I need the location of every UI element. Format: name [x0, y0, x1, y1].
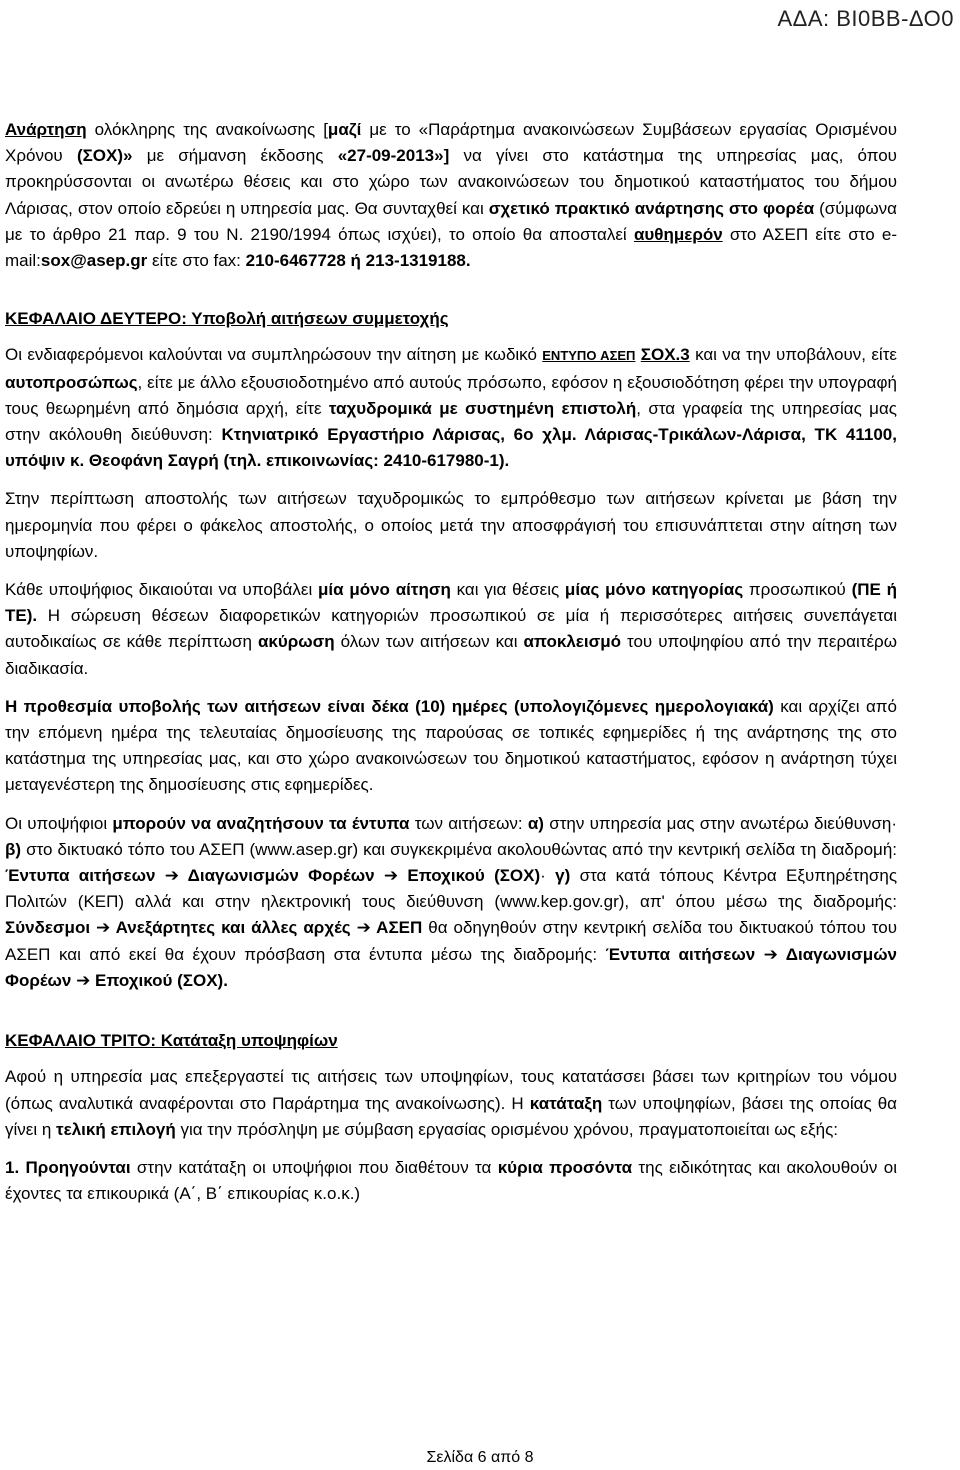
arrow-right-icon: ➔ — [755, 944, 786, 964]
application-form-paragraph: Οι ενδιαφερόμενοι καλούνται να συμπληρώσουν την αίτηση με κωδικό ΕΝΤΥΠΟ ΑΣΕΠ ΣΟΧ.3 και να την υποβάλουν, είτε αυτοπροσώπως, είτε με άλλο εξουσιοδοτημένο από αυτούς πρόσωπο, εφόσον η εξουσιοδότηση φέρει την υπογραφή τους θεωρημένη από δημόσια αρχή, είτε ταχυδρομικά με συστημένη επιστολή, στα γραφεία της υπηρεσίας μας στην ακόλουθη διεύθυνση: Κτηνιατρικό Εργαστήριο Λάρισας, 6ο χλμ. Λάρισας-Τρικάλων-Λάρισα, ΤΚ 41100, υπόψιν κ. Θεοφάνη Σαγρή (τηλ. επικοινωνίας: 2410-617980-1). — [5, 345, 898, 471]
document-body — [5, 117, 897, 1219]
page-number-footer: Σελίδα 6 από 8 — [426, 1449, 534, 1466]
posting-paragraph: Ανάρτηση ολόκληρης της ανακοίνωσης [μαζί με το «Παράρτημα ανακοινώσεων Συμβάσεων εργασίας Ορισμένου Χρόνου (ΣΟΧ)» με σήμανση έκδοσης «27-09-2013»] να γίνει στο κατάστημα της υπηρεσίας μας, όπου προκηρύσσονται οι ανωτέρω θέσεις και στο χώρο των ανακοινώσεων του δημοτικού καταστήματος του δήμου Λάρισας, στον οποίο εδρεύει η υπηρεσία μας. Θα συνταχθεί και σχετικό πρακτικό ανάρτησης στο φορέα (σύμφωνα με το άρθρο 21 παρ. 9 του Ν. 2190/1994 όπως ισχύει), το οποίο θα αποσταλεί αυθημερόν στο ΑΣΕΠ είτε στο e-mail:sox@asep.gr είτε στο fax: 210-6467728 ή 213-1319188. — [5, 120, 898, 271]
arrow-right-icon: ➔ — [374, 866, 408, 886]
forms-availability-paragraph: Οι υποψήφιοι μπορούν να αναζητήσουν τα έντυπα των αιτήσεων: α) στην υπηρεσία μας στην ανωτέρω διεύθυνση· β) στο δικτυακό τόπο του ΑΣΕΠ (www.asep.gr) και συγκεκριμένα ακολουθώντας από την κεντρική σελίδα τη διαδρομή: Έντυπα αιτήσεων ➔ Διαγωνισμών Φορέων ➔ Εποχικού (ΣΟΧ)· γ) στα κατά τόπους Κέντρα Εξυπηρέτησης Πολιτών (ΚΕΠ) αλλά και στην ηλεκτρονική τους διεύθυνση (www.kep.gov.gr), απ' όπου μέσω της διαδρομής: Σύνδεσμοι ➔ Ανεξάρτητες και άλλες αρχές ➔ ΑΣΕΠ θα οδηγηθούν στην κεντρική σελίδα του δικτυακού τόπου του ΑΣΕΠ και από εκεί θα έχουν πρόσβαση στα έντυπα μέσω της διαδρομής: Έντυπα αιτήσεων ➔ Διαγωνισμών Φορέων ➔ Εποχικού (ΣΟΧ). — [5, 813, 898, 990]
chapter-three-heading: ΚΕΦΑΛΑΙΟ ΤΡΙΤΟ: Κατάταξη υποψηφίων — [5, 1031, 338, 1051]
arrow-right-icon: ➔ — [90, 918, 116, 938]
ranking-paragraph: Αφού η υπηρεσία μας επεξεργαστεί τις αιτήσεις των υποψηφίων, τους κατατάσσει βάσει των κριτηρίων του νόμου (όπως αναλυτικά αναφέρονται στο Παράρτημα της ανακοίνωσης). Η κατάταξη των υποψηφίων, βάσει της οποίας θα γίνει η τελική επιλογή για την πρόσληψη με σύμβαση εργασίας ορισμένου χρόνου, πραγματοποιείται ως εξής: — [5, 1067, 897, 1139]
chapter-two-heading: ΚΕΦΑΛΑΙΟ ΔΕΥΤΕΡΟ: Υποβολή αιτήσεων συμμετοχής — [5, 309, 449, 329]
arrow-right-icon: ➔ — [155, 866, 188, 886]
ranking-rule-one: 1. Προηγούνται στην κατάταξη οι υποψήφιοι που διαθέτουν τα κύρια προσόντα της ειδικότητας και ακολουθούν οι έχοντες τα επικουρικά (Α΄, Β΄ επικουρίας κ.ο.κ.) — [5, 1157, 897, 1204]
deadline-paragraph: Η προθεσμία υποβολής των αιτήσεων είναι δέκα (10) ημέρες (υπολογιζόμενες ημερολογιακά) και αρχίζει από την επόμενη ημέρα της τελευταίας δημοσίευσης της παρούσας σε τοπικές εφημερίδες ή της ανάρτησης της στο κατάστημα της υπηρεσίας μας, και στο χώρο ανακοινώσεων του δημοτικού καταστήματος, εφόσον η ανάρτηση τύχει μεταγενέστερη της δημοσίευσης στις εφημερίδες. — [5, 696, 897, 795]
postal-submission-paragraph: Στην περίπτωση αποστολής των αιτήσεων ταχυδρομικώς το εμπρόθεσμο των αιτήσεων κρίνεται με βάση την ημερομηνία που φέρει ο φάκελος αποστολής, ο οποίος μετά την αποσφράγισή του επισυνάπτεται στην αίτηση των υποψηφίων. — [5, 489, 897, 561]
arrow-right-icon: ➔ — [71, 970, 96, 990]
ada-header: ΑΔΑ: ΒΙ0ΒΒ-ΔΟ0 — [777, 6, 954, 31]
arrow-right-icon: ➔ — [350, 918, 377, 938]
single-application-paragraph: Κάθε υποψήφιος δικαιούται να υποβάλει μία μόνο αίτηση και για θέσεις μίας μόνο κατηγορίας προσωπικού (ΠΕ ή ΤΕ). Η σώρευση θέσεων διαφορετικών κατηγοριών προσωπικού σε μία ή περισσότερες αιτήσεις συνεπάγεται αυτοδικαίως σε κάθε περίπτωση ακύρωση όλων των αιτήσεων και αποκλεισμό του υποψηφίου από την περαιτέρω διαδικασία. — [5, 580, 898, 678]
